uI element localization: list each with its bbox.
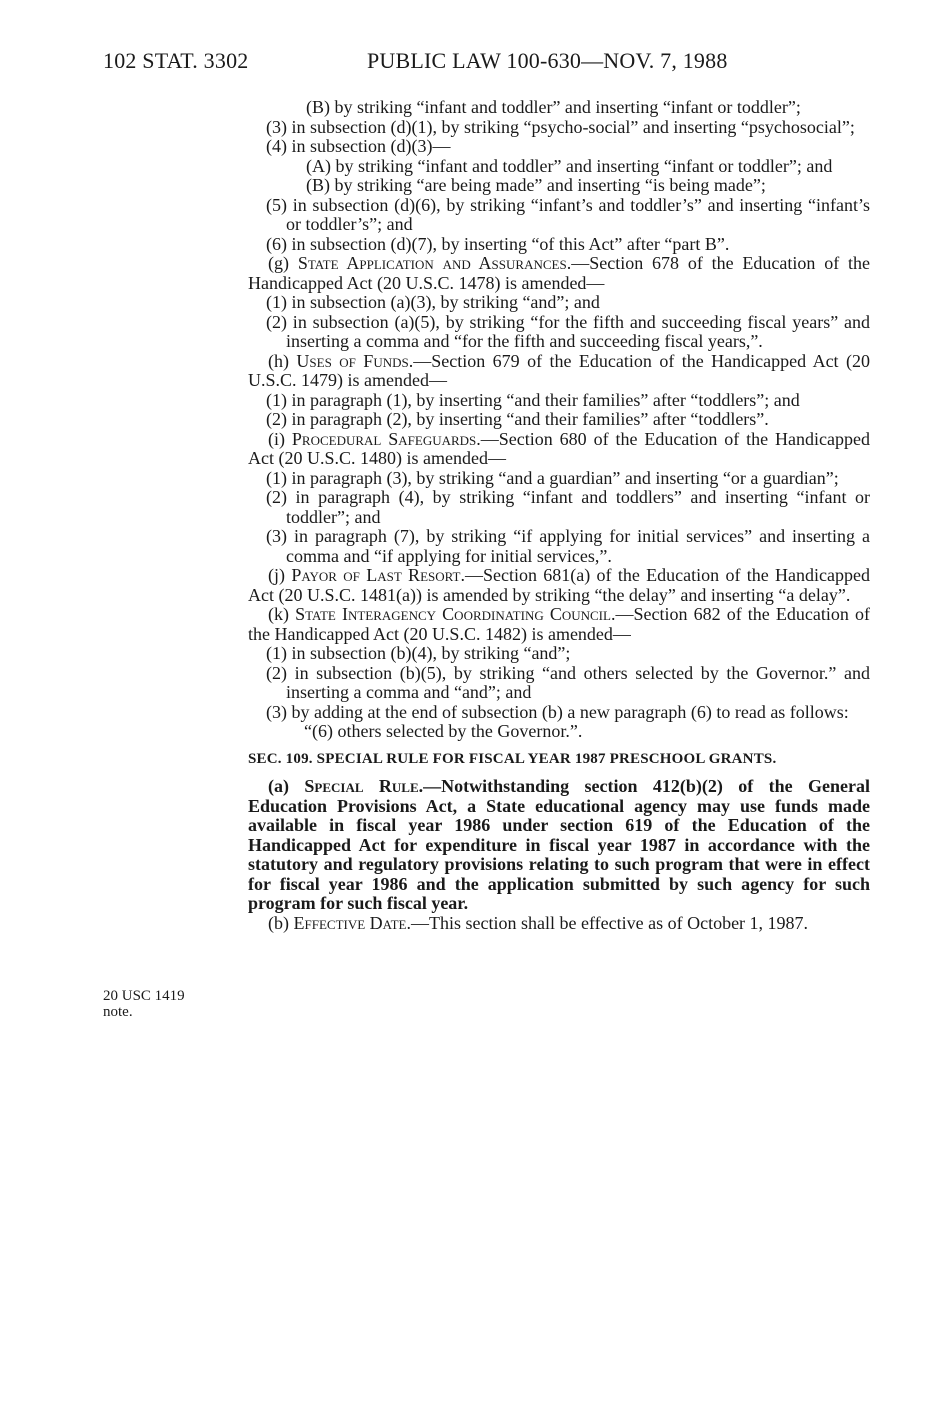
subsection-i [248, 430, 870, 469]
subsection-h [248, 352, 870, 391]
clause-b-infant-toddler: (B) by striking “infant and toddler” and inserting “infant or toddler”; [306, 97, 801, 117]
paragraph-3-psychosocial: (3) in subsection (d)(1), by striking “psycho-social” and inserting “psychosocial”; [266, 116, 855, 137]
subsection-j-heading: Payor of Last Resort [291, 565, 461, 585]
subsection-i-label: (i) [268, 428, 292, 449]
subsection-j [248, 566, 870, 605]
subsection-g-label: (g) [268, 253, 298, 273]
subsection-i-paragraph-2: (2) in paragraph (4), by striking “infant and toddlers” and inserting “infant or toddler”; and [266, 487, 870, 527]
subsection-k-heading: State Interagency Coordinating Council [295, 604, 611, 624]
document-body [248, 98, 870, 933]
subsection-i-heading: Procedural Safeguards [291, 428, 477, 449]
page-stat-reference: 102 STAT. 3302 [103, 48, 249, 73]
subsection-g [248, 254, 870, 293]
subsection-j-label: (j) [268, 565, 292, 585]
subsection-k-text: .—Section 682 of the Education of the Handicapped Act (20 U.S.C. 1482) is amended— [248, 604, 870, 644]
subsection-g-paragraph-1: (1) in subsection (a)(3), by striking “and”; and [266, 292, 600, 312]
subsection-k-label: (k) [268, 604, 296, 624]
section-109-a-label: (a) [268, 776, 305, 796]
clause-a-infant-toddler: (A) by striking “infant and toddler” and inserting “infant or toddler”; and [306, 155, 833, 176]
subsection-k-paragraph-3: (3) by adding at the end of subsection (b) a new paragraph (6) to read as follows: [266, 701, 849, 722]
subsection-g-paragraph-2: (2) in subsection (a)(5), by striking “for the fifth and succeeding fiscal years” and inserting a comma and “for the fifth and succeeding fiscal years,”. [266, 311, 870, 351]
subsection-h-text: .—Section 679 of the Education of the Handicapped Act (20 U.S.C. 1479) is amended— [248, 350, 870, 390]
subsection-k [248, 605, 870, 644]
section-109-b-heading: Effective Date [293, 912, 407, 933]
section-109-subsection-a [248, 777, 870, 914]
subsection-j-text: .—Section 681(a) of the Education of the Handicapped Act (20 U.S.C. 1481(a)) is amended by striking “the delay” and inserting “a delay”. [248, 565, 870, 605]
section-109-b-label: (b) [268, 912, 294, 933]
subsection-h-label: (h) [268, 350, 297, 371]
clause-b-being-made: (B) by striking “are being made” and inserting “is being made”; [306, 175, 766, 195]
subsection-h-heading: Uses of Funds [296, 350, 409, 371]
subsection-i-paragraph-3: (3) in paragraph (7), by striking “if applying for initial services” and inserting a comma and “if applying for initial services,”. [266, 526, 870, 566]
subsection-i-paragraph-1: (1) in paragraph (3), by striking “and a guardian” and inserting “or a guardian”; [266, 467, 839, 488]
margin-note-label: note. [103, 1004, 133, 1020]
subsection-h-paragraph-1: (1) in paragraph (1), by inserting “and their families” after “toddlers”; and [266, 389, 800, 410]
section-109-subsection-b [248, 914, 870, 934]
subsection-i-text: .—Section 680 of the Education of the Handicapped Act (20 U.S.C. 1480) is amended— [248, 428, 870, 468]
subsection-k-paragraph-1: (1) in subsection (b)(4), by striking “and”; [266, 643, 571, 663]
section-spacer [248, 742, 870, 750]
subsection-g-heading: State Application and Assurances [297, 253, 567, 273]
section-109-a-heading: Special Rule [304, 776, 419, 796]
subsection-k-paragraph-2: (2) in subsection (b)(5), by striking “and others selected by the Governor.” and inserting a comma and “and”; and [266, 662, 870, 702]
section-109-a-text: .—Notwithstanding section 412(b)(2) of the General Education Provisions Act, a State educational agency may use funds made available in fiscal year 1986 under section 619 of the Education of the Handicapped Act for expenditure in fiscal year 1987 in accordance with the statutory and regulatory provisions relating to such program that were in effect for fiscal year 1986 and the application submitted by such agency for such program for such fiscal year. [248, 776, 870, 913]
subsection-g-text: .—Section 678 of the Education of the Handicapped Act (20 U.S.C. 1478) is amended— [248, 253, 871, 293]
paragraph-5-subsection-d6: (5) in subsection (d)(6), by striking “infant’s and toddler’s” and inserting “infant’s or toddler’s”; and [266, 194, 870, 234]
subsection-k-quoted-paragraph-6: “(6) others selected by the Governor.”. [304, 721, 583, 741]
section-109-heading: SEC. 109. SPECIAL RULE FOR FISCAL YEAR 1987 PRESCHOOL GRANTS. [248, 750, 777, 767]
paragraph-4-subsection-d3: (4) in subsection (d)(3)— [266, 136, 451, 156]
margin-note-citation: 20 USC 1419 [103, 988, 185, 1004]
paragraph-6-subsection-d7: (6) in subsection (d)(7), by inserting “of this Act” after “part B”. [266, 233, 730, 254]
margin-note [103, 988, 185, 1020]
page-running-title: PUBLIC LAW 100-630—NOV. 7, 1988 [367, 48, 728, 73]
subsection-h-paragraph-2: (2) in paragraph (2), by inserting “and their families” after “toddlers”. [266, 409, 769, 429]
section-109-b-text: .—This section shall be effective as of October 1, 1987. [406, 912, 809, 933]
